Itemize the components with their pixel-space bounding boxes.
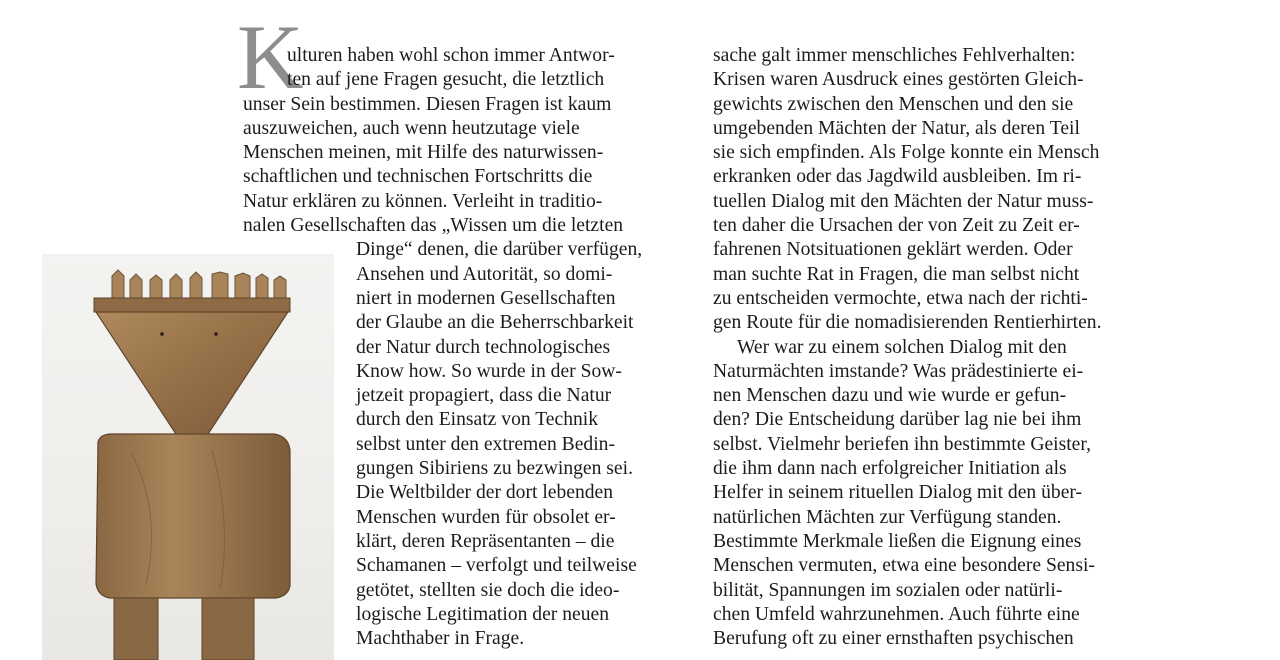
- text-line: umgebenden Mächten der Natur, als deren Teil: [713, 117, 1080, 139]
- text-line: jetzeit propagiert, dass die Natur: [356, 385, 612, 407]
- text-line: die ihm dann nach erfolgreicher Initiation als: [713, 458, 1067, 480]
- right-text-column: [713, 44, 1102, 651]
- text-line: erkranken oder das Jagdwild ausbleiben. Im ri-: [713, 166, 1082, 188]
- text-line: ten auf jene Fragen gesucht, die letztlich: [287, 69, 605, 91]
- text-line: nalen Gesellschaften das „Wissen um die letzten: [243, 215, 624, 237]
- text-line: Bestimmte Merkmale ließen die Eignung eines: [713, 530, 1082, 552]
- text-line: getötet, stellten sie doch die ideo-: [356, 579, 620, 601]
- text-line: Dinge“ denen, die darüber verfügen,: [356, 239, 643, 261]
- text-line: Wer war zu einem solchen Dialog mit den: [737, 336, 1067, 358]
- text-line: der Glaube an die Beherrschbarkeit: [356, 312, 634, 334]
- text-line: sie sich empfinden. Als Folge konnte ein Mensch: [713, 142, 1100, 164]
- wooden-figure-photo: [42, 254, 334, 660]
- text-line: selbst. Vielmehr beriefen ihn bestimmte Geister,: [713, 433, 1092, 455]
- text-line: Know how. So wurde in der Sow-: [356, 360, 622, 382]
- text-line: Menschen wurden für obsolet er-: [356, 506, 616, 528]
- text-line: logische Legitimation der neuen: [356, 603, 610, 625]
- text-line: selbst unter den extremen Bedin-: [356, 433, 615, 455]
- text-line: Schamanen – verfolgt und teilweise: [356, 555, 637, 577]
- text-line: Helfer in seinem rituellen Dialog mit den über-: [713, 482, 1083, 504]
- text-line: nen Menschen dazu und wie wurde er gefun-: [713, 385, 1067, 407]
- text-line: den? Die Entscheidung darüber lag nie bei ihm: [713, 409, 1082, 431]
- text-line: ulturen haben wohl schon immer Antwor-: [287, 45, 615, 66]
- text-line: gewichts zwischen den Menschen und den sie: [713, 93, 1074, 115]
- text-line: Naturmächten imstande? Was prädestinierte ei-: [713, 360, 1084, 382]
- text-line: fahrenen Notsituationen geklärt werden. Oder: [713, 239, 1073, 261]
- text-line: Die Weltbilder der dort lebenden: [356, 482, 614, 504]
- text-line: man suchte Rat in Fragen, die man selbst nicht: [713, 263, 1080, 285]
- text-line: gen Route für die nomadisierenden Rentierhirten.: [713, 312, 1102, 334]
- text-line: ten daher die Ursachen der von Zeit zu Zeit er-: [713, 215, 1080, 237]
- text-line: klärt, deren Repräsentanten – die: [356, 530, 615, 552]
- text-line: bilität, Spannungen im sozialen oder natürli-: [713, 579, 1063, 601]
- text-line: gungen Sibiriens zu bezwingen sei.: [356, 458, 633, 480]
- text-line: Menschen meinen, mit Hilfe des naturwissen-: [243, 142, 604, 164]
- text-line: Menschen vermuten, etwa eine besondere Sensi-: [713, 555, 1095, 577]
- text-line: chen Umfeld wahrzunehmen. Auch führte eine: [713, 603, 1080, 625]
- text-line: niert in modernen Gesellschaften: [356, 287, 616, 309]
- text-line: Berufung oft zu einer ernsthaften psychischen: [713, 628, 1074, 650]
- text-line: schaftlichen und technischen Fortschritts die: [243, 166, 593, 188]
- text-line: unser Sein bestimmen. Diesen Fragen ist kaum: [243, 93, 612, 115]
- text-line: sache galt immer menschliches Fehlverhalten:: [713, 45, 1076, 66]
- text-line: durch den Einsatz von Technik: [356, 409, 599, 431]
- text-line: zu entscheiden vermochte, etwa nach der richti-: [713, 287, 1088, 309]
- text-line: Krisen waren Ausdruck eines gestörten Gleich-: [713, 69, 1084, 91]
- text-line: Natur erklären zu können. Verleiht in traditio-: [243, 190, 603, 212]
- text-line: Machthaber in Frage.: [356, 628, 525, 650]
- text-line: auszuweichen, auch wenn heutzutage viele: [243, 117, 580, 139]
- wooden-figure-icon: [42, 254, 334, 660]
- text-line: der Natur durch technologisches: [356, 336, 611, 358]
- dropcap-letter: K: [237, 6, 304, 108]
- text-line: tuellen Dialog mit den Mächten der Natur muss-: [713, 190, 1094, 212]
- text-line: Ansehen und Autorität, so domi-: [356, 263, 613, 285]
- text-line: natürlichen Mächten zur Verfügung standen.: [713, 506, 1062, 528]
